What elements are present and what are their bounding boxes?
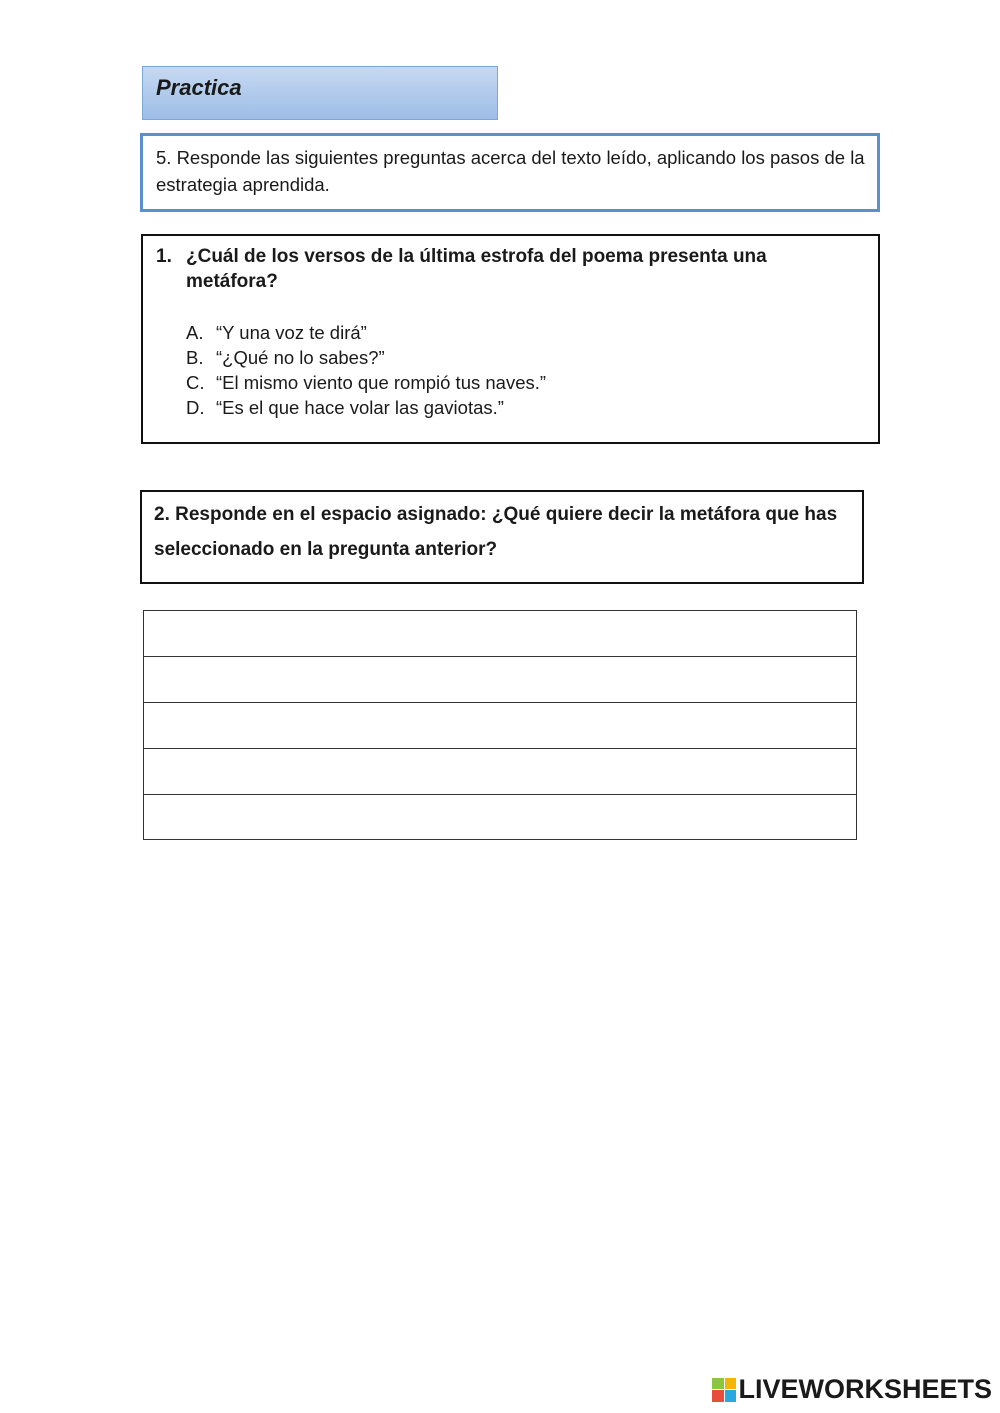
brand-name: LIVEWORKSHEETS	[738, 1374, 992, 1404]
option-letter: D.	[186, 397, 205, 418]
option-letter: A.	[186, 322, 204, 343]
question-2-text: 2. Responde en el espacio asignado: ¿Qué quiere decir la metáfora que has seleccionado en la pregunta anterior?	[154, 504, 838, 560]
section-title: Practica	[156, 75, 242, 100]
instructions-text: 5. Responde las siguientes preguntas acerca del texto leído, aplicando los pasos de la estrategia aprendida.	[156, 147, 865, 195]
answer-line[interactable]	[144, 657, 856, 703]
brand-logo-icon	[712, 1378, 736, 1402]
question-1-box	[141, 234, 880, 444]
answer-line[interactable]	[144, 611, 856, 657]
question-1-number: 1.	[156, 246, 172, 267]
option-text: “Es el que hace volar las gaviotas.”	[216, 397, 504, 418]
section-header	[142, 66, 498, 120]
answer-line[interactable]	[144, 703, 856, 749]
answer-area[interactable]	[143, 610, 857, 840]
question-1-options	[186, 320, 546, 420]
option-letter: B.	[186, 347, 204, 368]
option-text: “¿Qué no lo sabes?”	[216, 347, 385, 368]
question-1-text: ¿Cuál de los versos de la última estrofa del poema presenta una metáfora?	[186, 246, 767, 292]
question-2-box	[140, 490, 864, 584]
option-c[interactable]	[186, 370, 546, 395]
brand-watermark	[712, 1374, 992, 1405]
option-letter: C.	[186, 372, 205, 393]
option-a[interactable]	[186, 320, 546, 345]
option-text: “Y una voz te dirá”	[216, 322, 367, 343]
answer-line[interactable]	[144, 749, 856, 795]
option-text: “El mismo viento que rompió tus naves.”	[216, 372, 547, 393]
option-b[interactable]	[186, 345, 546, 370]
answer-line[interactable]	[144, 795, 856, 839]
instructions-box	[140, 133, 880, 212]
option-d[interactable]	[186, 395, 546, 420]
